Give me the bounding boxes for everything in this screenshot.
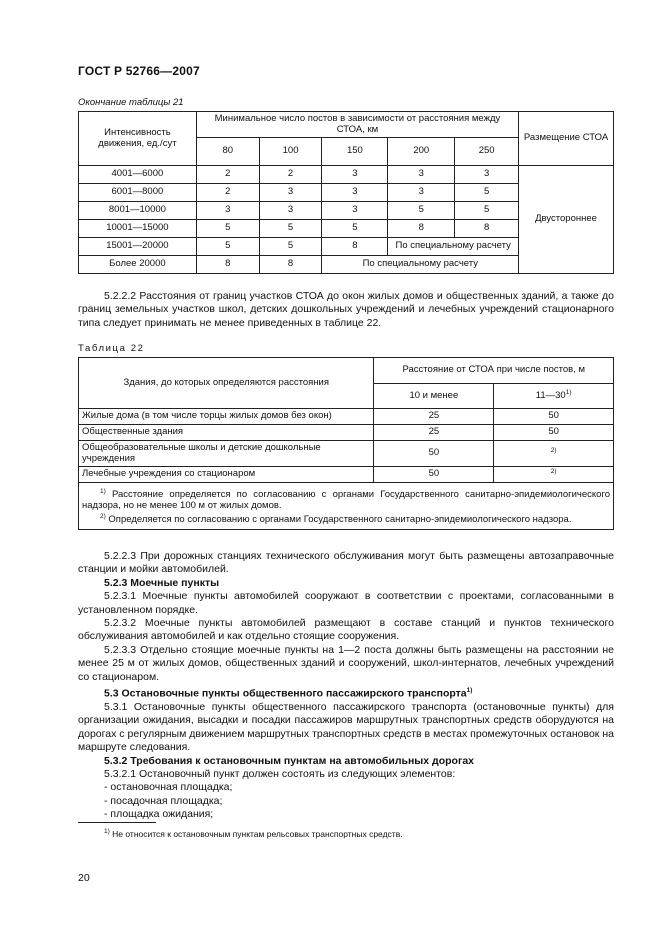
col-distance-header: Расстояние от СТОА при числе постов, м xyxy=(374,358,614,384)
value-cell: 3 xyxy=(322,166,388,184)
value-cell: 25 xyxy=(374,425,494,441)
value-cell: 3 xyxy=(322,202,388,220)
value-cell: 8 xyxy=(259,256,322,274)
distance-header: 80 xyxy=(196,138,259,166)
table21-caption: Окончание таблицы 21 xyxy=(78,97,184,108)
footnote-divider xyxy=(78,822,156,823)
intensity-cell: Более 20000 xyxy=(79,256,197,274)
paragraph-5-2-2-3: 5.2.2.3 При дорожных станциях технического обслуживания могут быть размещены автозаправочные станции и мойки автомобилей. xyxy=(78,550,614,576)
heading-5-3: 5.3 Остановочные пункты общественного пассажирского транспорта$^{1)}$ xyxy=(104,687,473,700)
value-cell: 3 xyxy=(388,166,455,184)
intensity-cell: 10001—15000 xyxy=(79,220,197,238)
value-cell: 5 xyxy=(322,220,388,238)
table21 xyxy=(78,111,614,274)
paragraph-5-2-2-2: 5.2.2.2 Расстояния от границ участков СТОА до окон жилых домов и общественных зданий, а также до границ земельных участков школ, детских дошкольных учреждений и лечебных учреждений стационарного типа следует принимать не менее приведенных в таблице 22. xyxy=(78,290,614,329)
value-cell: 2) xyxy=(494,467,614,483)
value-cell: 50 xyxy=(494,409,614,425)
special-calc-cell: По специальному расчету xyxy=(388,238,519,256)
value-cell: 5 xyxy=(259,220,322,238)
value-cell: 3 xyxy=(455,166,519,184)
col-placement-header: Размещение СТОА xyxy=(519,112,614,166)
table22-notes: $^{1)}$ Расстояние определяется по согласованию с органами Государственного санитарно-эпидемиологического надзора, но не менее 100 м от жилых домов. $^{2)}$ Определяется по согласованию с органами Государственного санитарно-эпидемиологического надзора. xyxy=(79,483,614,530)
building-cell: Жилые дома (в том числе торцы жилых домов без окон) xyxy=(79,409,374,425)
value-cell: 3 xyxy=(322,184,388,202)
intensity-cell: 4001—6000 xyxy=(79,166,197,184)
value-cell: 2 xyxy=(196,166,259,184)
value-cell: 3 xyxy=(259,184,322,202)
value-cell: 3 xyxy=(259,202,322,220)
value-cell: 3 xyxy=(388,184,455,202)
value-cell: 8 xyxy=(388,220,455,238)
table22-caption: Таблица 22 xyxy=(78,343,145,354)
placement-cell: Двустороннее xyxy=(519,166,614,274)
value-cell: 8 xyxy=(196,256,259,274)
building-cell: Общеобразовательные школы и детские дошкольные учреждения xyxy=(79,441,374,467)
table-row xyxy=(79,409,614,425)
value-cell: 50 xyxy=(374,441,494,467)
intensity-cell: 6001—8000 xyxy=(79,184,197,202)
value-cell: 5 xyxy=(196,238,259,256)
table-row xyxy=(79,425,614,441)
col-buildings-header: Здания, до которых определяются расстояния xyxy=(79,358,374,409)
list-item: - остановочная площадка; xyxy=(104,781,233,794)
value-cell: 3 xyxy=(196,202,259,220)
table22 xyxy=(78,357,614,530)
heading-5-3-2: 5.3.2 Требования к остановочным пунктам на автомобильных дорогах xyxy=(104,754,474,767)
value-cell: 2 xyxy=(196,184,259,202)
value-cell: 8 xyxy=(455,220,519,238)
value-cell: 50 xyxy=(494,425,614,441)
paragraph-5-2-3-2: 5.2.3.2 Моечные пункты автомобилей размещают в составе станций и пунктов технического обслуживания автомобилей и как отдельно стоящие сооружения. xyxy=(78,617,614,643)
sub-col-header: 11—30$^{1)}$ xyxy=(494,384,614,409)
table-row xyxy=(79,166,614,184)
list-item: - площадка ожидания; xyxy=(104,808,214,821)
value-cell: 5 xyxy=(455,184,519,202)
sub-col-header: 10 и менее xyxy=(374,384,494,409)
list-item: - посадочная площадка; xyxy=(104,794,223,807)
special-calc-cell: По специальному расчету xyxy=(322,256,519,274)
table-row xyxy=(79,441,614,467)
building-cell: Общественные здания xyxy=(79,425,374,441)
paragraph-5-3-1: 5.3.1 Остановочные пункты общественного пассажирского транспорта (остановочные пункты) для организации ожидания, высадки и посадки пассажиров маршрутных транспортных средств оборудуются на дорогах с регулярным движением маршрутных транспортных средств в местах промежуточных остановок на маршруте следования. xyxy=(78,700,614,754)
paragraph-5-3-2-1: 5.3.2.1 Остановочный пункт должен состоять из следующих элементов: xyxy=(104,768,456,780)
value-cell: 8 xyxy=(322,238,388,256)
distance-header: 250 xyxy=(455,138,519,166)
value-cell: 2) xyxy=(494,441,614,467)
paragraph-5-2-3-1: 5.2.3.1 Моечные пункты автомобилей сооружают в соответствии с проектами, согласованными в установленном порядке. xyxy=(78,590,614,616)
col-min-posts-header: Минимальное число постов в зависимости от расстояния между СТОА, км xyxy=(196,112,518,138)
distance-header: 200 xyxy=(388,138,455,166)
value-cell: 5 xyxy=(388,202,455,220)
intensity-cell: 15001—20000 xyxy=(79,238,197,256)
value-cell: 5 xyxy=(196,220,259,238)
paragraph-5-2-3-3: 5.2.3.3 Отдельно стоящие моечные пункты на 1—2 поста должны быть размещены на расстоянии не менее 25 м от жилых домов, общественных зданий и сооружений, школ-интернатов, лечебных учреждений со стационаром. xyxy=(78,643,614,683)
value-cell: 5 xyxy=(259,238,322,256)
footnote: $^{1)}$ Не относится к остановочным пунктам рельсовых транспортных средств. xyxy=(104,828,403,839)
body-text xyxy=(78,550,614,822)
col-intensity-header: Интенсивность движения, ед./сут xyxy=(79,112,197,166)
document-header: ГОСТ Р 52766—2007 xyxy=(78,64,200,78)
distance-header: 100 xyxy=(259,138,322,166)
distance-header: 150 xyxy=(322,138,388,166)
building-cell: Лечебные учреждения со стационаром xyxy=(79,467,374,483)
heading-5-2-3: 5.2.3 Моечные пункты xyxy=(104,576,220,589)
value-cell: 50 xyxy=(374,467,494,483)
table-notes-row xyxy=(79,483,614,530)
value-cell: 25 xyxy=(374,409,494,425)
intensity-cell: 8001—10000 xyxy=(79,202,197,220)
table-row xyxy=(79,467,614,483)
value-cell: 2 xyxy=(259,166,322,184)
page-number: 20 xyxy=(78,872,90,884)
value-cell: 5 xyxy=(455,202,519,220)
